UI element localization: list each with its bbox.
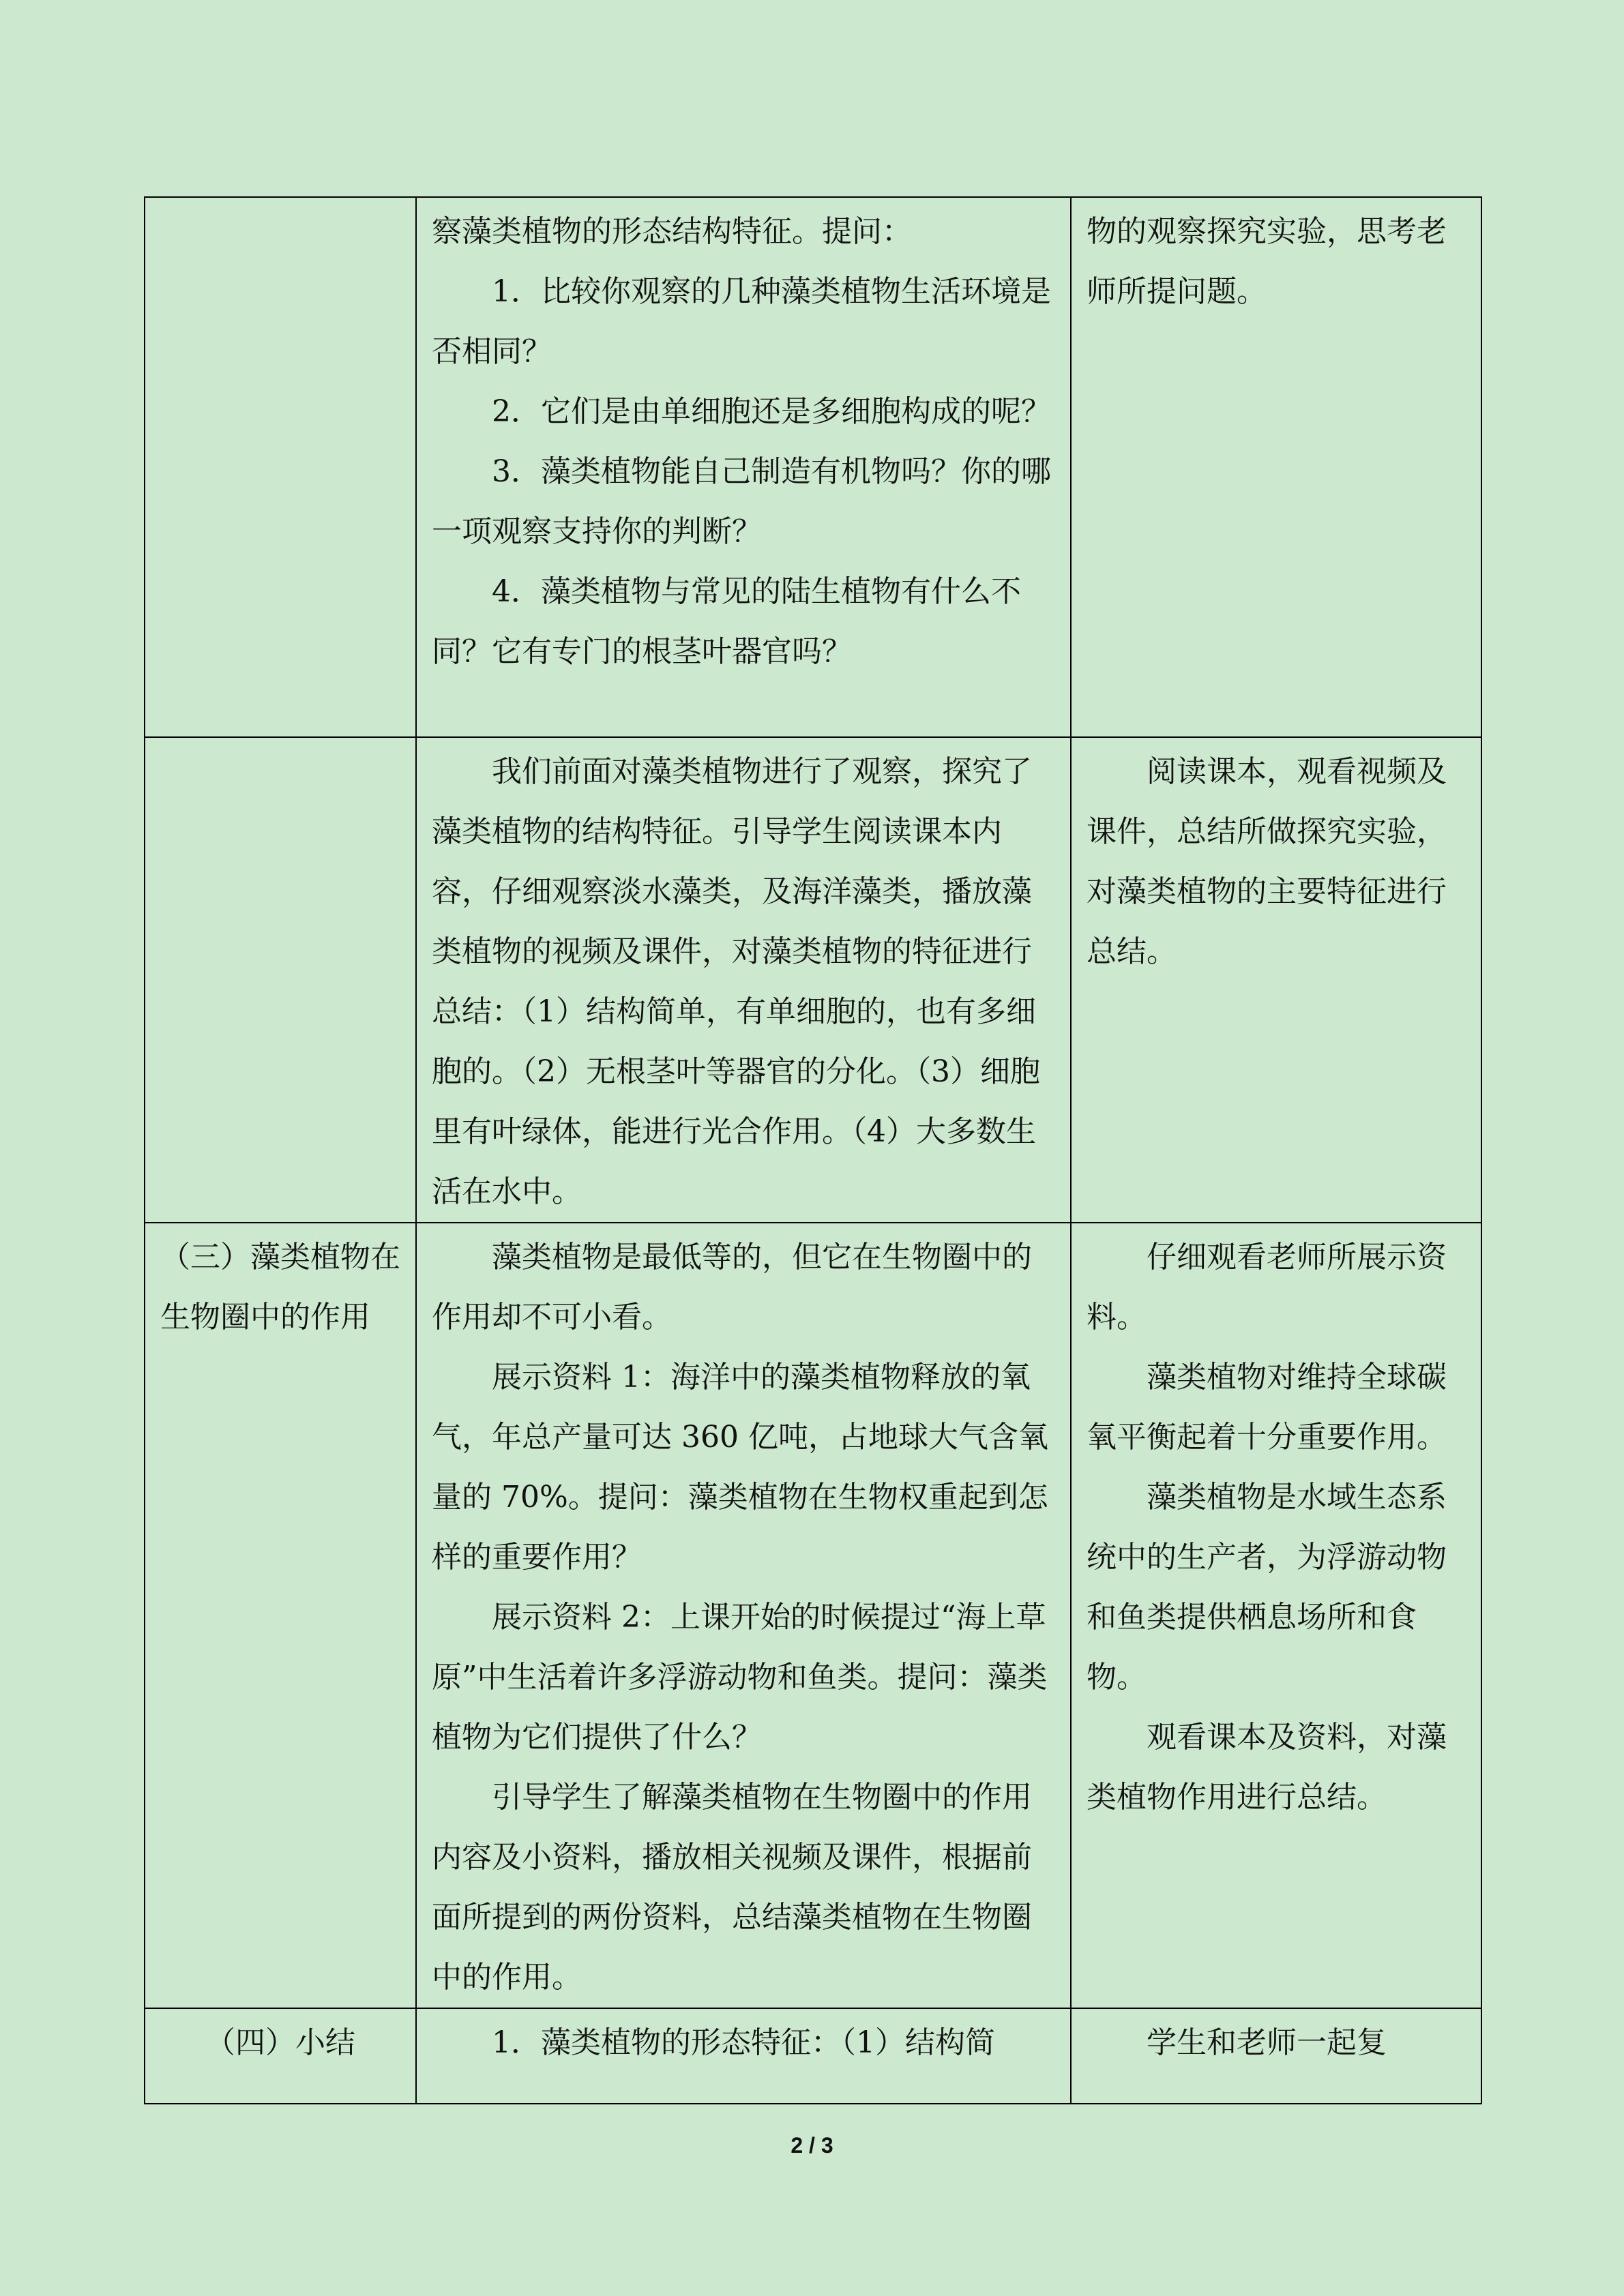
lesson-table: [144, 196, 1482, 2104]
teacher-activity-cell: [416, 1223, 1071, 2008]
table-row: [145, 2008, 1481, 2104]
student-activity-cell: [1071, 197, 1481, 737]
stage-cell: [145, 1223, 416, 2008]
stage-title: （三）藻类植物在生物圈中的作用: [160, 1240, 400, 1335]
teacher-activity-cell: [416, 737, 1071, 1223]
paragraph: 藻类植物对维持全球碳氧平衡起着十分重要作用。: [1087, 1360, 1447, 1455]
paragraph: 察藻类植物的形态结构特征。提问：: [432, 214, 912, 249]
paragraph: 仔细观看老师所展示资料。: [1087, 1240, 1447, 1335]
table-row: [145, 197, 1481, 737]
teacher-activity-cell: [416, 197, 1071, 737]
paragraph: 学生和老师一起复: [1147, 2025, 1387, 2060]
paragraph: 藻类植物是最低等的，但它在生物圈中的作用却不可小看。: [432, 1240, 1032, 1335]
paragraph: 1．藻类植物的形态特征：（1）结构简: [492, 2025, 995, 2060]
table-row: [145, 737, 1481, 1223]
paragraph: 阅读课本，观看视频及课件，总结所做探究实验，对藻类植物的主要特征进行总结。: [1087, 754, 1447, 969]
table-row: [145, 1223, 1481, 2008]
paragraph: 我们前面对藻类植物进行了观察，探究了藻类植物的结构特征。引导学生阅读课本内容，仔细观察淡水藻类，及海洋藻类，播放藻类植物的视频及课件，对藻类植物的特征进行总结：（1）结构简单，有单细胞的，也有多细胞的。（2）无根茎叶等器官的分化。（3）细胞里有叶绿体，能进行光合作用。（4）大多数生活在水中。: [432, 754, 1040, 1209]
stage-cell: [145, 737, 416, 1223]
paragraph: 物的观察探究实验，思考老师所提问题。: [1087, 214, 1447, 309]
stage-cell: [145, 2008, 416, 2104]
stage-cell: [145, 197, 416, 737]
paragraph: 2．它们是由单细胞还是多细胞构成的呢？: [492, 394, 1051, 429]
paragraph: 展示资料 2：上课开始的时候提过“海上草原”中生活着许多浮游动物和鱼类。提问：藻类植物为它们提供了什么？: [432, 1600, 1048, 1755]
paragraph: 藻类植物是水域生态系统中的生产者，为浮游动物和鱼类提供栖息场所和食物。: [1087, 1480, 1447, 1695]
teacher-activity-cell: [416, 2008, 1071, 2104]
stage-title: （四）小结: [205, 2025, 355, 2060]
paragraph: 1．比较你观察的几种藻类植物生活环境是否相同？: [432, 274, 1051, 369]
paragraph: 观看课本及资料，对藻类植物作用进行总结。: [1087, 1720, 1447, 1815]
paragraph: 引导学生了解藻类植物在生物圈中的作用内容及小资料，播放相关视频及课件，根据前面所提到的两份资料，总结藻类植物在生物圈中的作用。: [432, 1780, 1032, 1995]
student-activity-cell: [1071, 1223, 1481, 2008]
student-activity-cell: [1071, 737, 1481, 1223]
paragraph: 展示资料 1：海洋中的藻类植物释放的氧气，年总产量可达 360 亿吨，占地球大气含氧量的 70%。提问：藻类植物在生物权重起到怎样的重要作用？: [432, 1360, 1048, 1575]
page-number: 2 / 3: [791, 2133, 833, 2158]
student-activity-cell: [1071, 2008, 1481, 2104]
paragraph: 4．藻类植物与常见的陆生植物有什么不同？它有专门的根茎叶器官吗？: [432, 574, 1021, 669]
paragraph: 3．藻类植物能自己制造有机物吗？你的哪一项观察支持你的判断？: [432, 454, 1051, 549]
